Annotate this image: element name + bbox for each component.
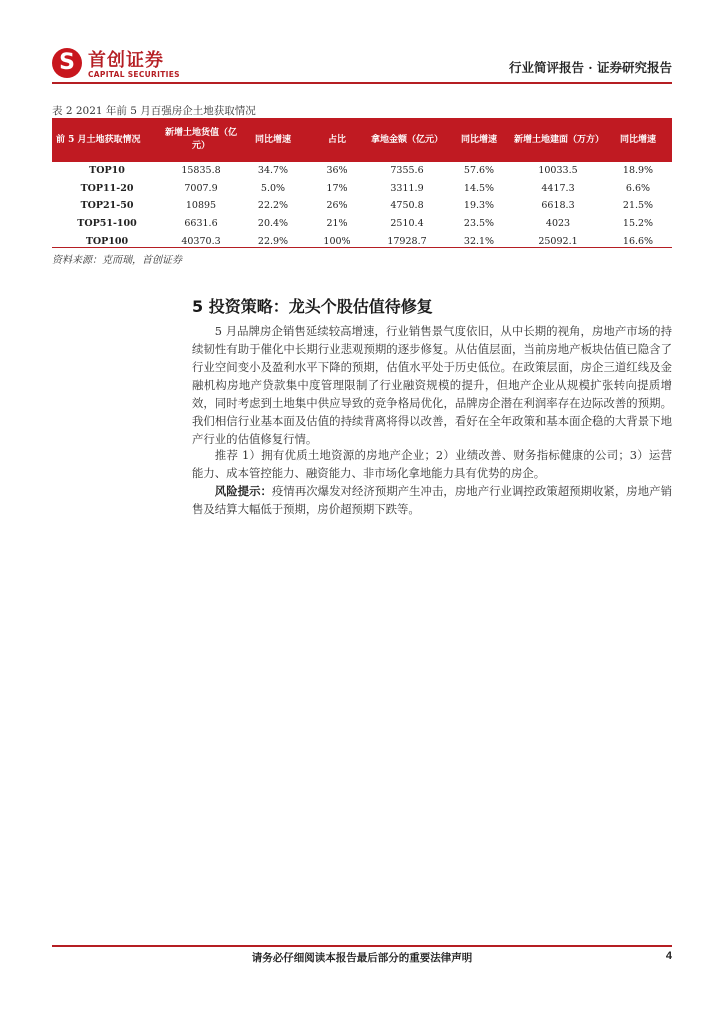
table-row	[52, 215, 672, 233]
table-cell: 22.2%	[257, 200, 289, 212]
page-header	[0, 0, 724, 90]
table-cell: 22.9%	[257, 235, 289, 247]
table-cell: 19.3%	[463, 200, 495, 212]
legal-notice: 请务必仔细阅读本报告最后部分的重要法律声明	[251, 952, 473, 964]
col-header: 前 5 月土地获取情况	[52, 118, 162, 162]
strategy-paragraph: 5 月品牌房企销售延续较高增速，行业销售景气度依旧，从中长期的视角，房地产市场的持续韧性有助于催化中长期行业悲观预期的逐步修复。从估值层面，当前房地产板块估值已隐含了行业空间变小及盈利水平下降的预期，估值水平处于历史低位。在政策层面，房企三道红线及金融机构房地产贷款集中度管理限制了行业融资规模的提升，但地产企业从规模扩张转向提质增效，同时考虑到土地集中供应导致的竞争格局优化，品牌房企潜在利润率存在边际改善的预期。我们相信行业基本面及估值的持续背离将得以改善，看好在全年政策和基本面企稳的大背景下地产行业的估值修复行情。	[192, 324, 672, 446]
table-cell: 15835.8	[181, 165, 221, 177]
table-cell: 20.4%	[257, 218, 289, 230]
risk-text: 疫情再次爆发对经济预期产生冲击，房地产行业调控政策超预期收紧，房地产销售及结算大幅低于预期，房价超预期下跌等。	[192, 484, 672, 516]
table-cell: TOP51-100	[77, 218, 137, 230]
table-cell: 15.2%	[622, 218, 654, 230]
recommendation-paragraph: 推荐 1）拥有优质土地资源的房地产企业；2）业绩改善、财务指标健康的公司；3）运营能力、成本管控能力、融资能力、非市场化拿地能力具有优势的房企。	[192, 448, 672, 480]
company-logo	[52, 48, 192, 82]
footer-divider	[52, 945, 672, 947]
header-divider	[52, 82, 672, 84]
table-cell: 10033.5	[538, 165, 578, 177]
col-header: 新增土地货值（亿元）	[162, 118, 240, 162]
col-header: 新增土地建面（万方）	[512, 118, 604, 162]
table-cell: 34.7%	[257, 165, 289, 177]
table-cell: 36%	[326, 165, 348, 177]
table-cell: 21.5%	[622, 200, 654, 212]
logo-english-name: CAPITAL SECURITIES	[88, 70, 180, 79]
table-source: 资料来源：克而瑞，首创证券	[52, 255, 182, 266]
table-cell: 6631.6	[184, 218, 218, 230]
table-cell: 100%	[323, 235, 351, 247]
table-cell: TOP21-50	[80, 200, 134, 212]
table-cell: 18.9%	[622, 165, 654, 177]
table-cell: 3311.9	[390, 182, 424, 194]
page-number: 4	[665, 950, 672, 962]
table-cell: 17928.7	[387, 235, 427, 247]
risk-label: 风险提示：	[214, 484, 272, 498]
table-cell: 6618.3	[541, 200, 575, 212]
table-cell: 25092.1	[538, 235, 578, 247]
table-cell: 6.6%	[625, 182, 651, 194]
table-cell: 2510.4	[390, 218, 424, 230]
col-header: 同比增速	[240, 118, 306, 162]
table-cell: 14.5%	[463, 182, 495, 194]
logo-chinese-name: 首创证券	[88, 50, 164, 71]
table-cell: 16.6%	[622, 235, 654, 247]
col-header: 占比	[306, 118, 368, 162]
table-cell: TOP100	[85, 235, 129, 247]
risk-paragraph	[192, 482, 672, 518]
table-cell: 4023	[545, 218, 571, 230]
table-cell: 7007.9	[184, 182, 218, 194]
table-row	[52, 197, 672, 215]
table-cell: 21%	[326, 218, 348, 230]
table-row	[52, 162, 672, 180]
table-cell: 4417.3	[541, 182, 575, 194]
logo-s-icon: S	[52, 48, 82, 78]
table-cell: 17%	[326, 182, 348, 194]
col-header: 拿地金额（亿元）	[368, 118, 446, 162]
table-header-row	[52, 118, 672, 162]
table-cell: 5.0%	[260, 182, 286, 194]
table-cell: 40370.3	[181, 235, 221, 247]
section-title: 5 投资策略：龙头个股估值待修复	[192, 297, 433, 316]
table-cell: 57.6%	[463, 165, 495, 177]
table-cell: 4750.8	[390, 200, 424, 212]
table-title: 表 2 2021 年前 5 月百强房企土地获取情况	[52, 105, 256, 117]
land-acquisition-table	[52, 118, 672, 250]
table-cell: 7355.6	[390, 165, 424, 177]
table-cell: TOP11-20	[80, 182, 134, 194]
col-header: 同比增速	[446, 118, 512, 162]
col-header: 同比增速	[604, 118, 672, 162]
table-row	[52, 180, 672, 198]
table-bottom-rule	[52, 247, 672, 248]
table-cell: 32.1%	[463, 235, 495, 247]
table-cell: TOP10	[89, 165, 125, 177]
report-type: 行业简评报告 · 证券研究报告	[508, 60, 672, 75]
table-cell: 26%	[326, 200, 348, 212]
table-cell: 23.5%	[463, 218, 495, 230]
table-cell: 10895	[185, 200, 217, 212]
